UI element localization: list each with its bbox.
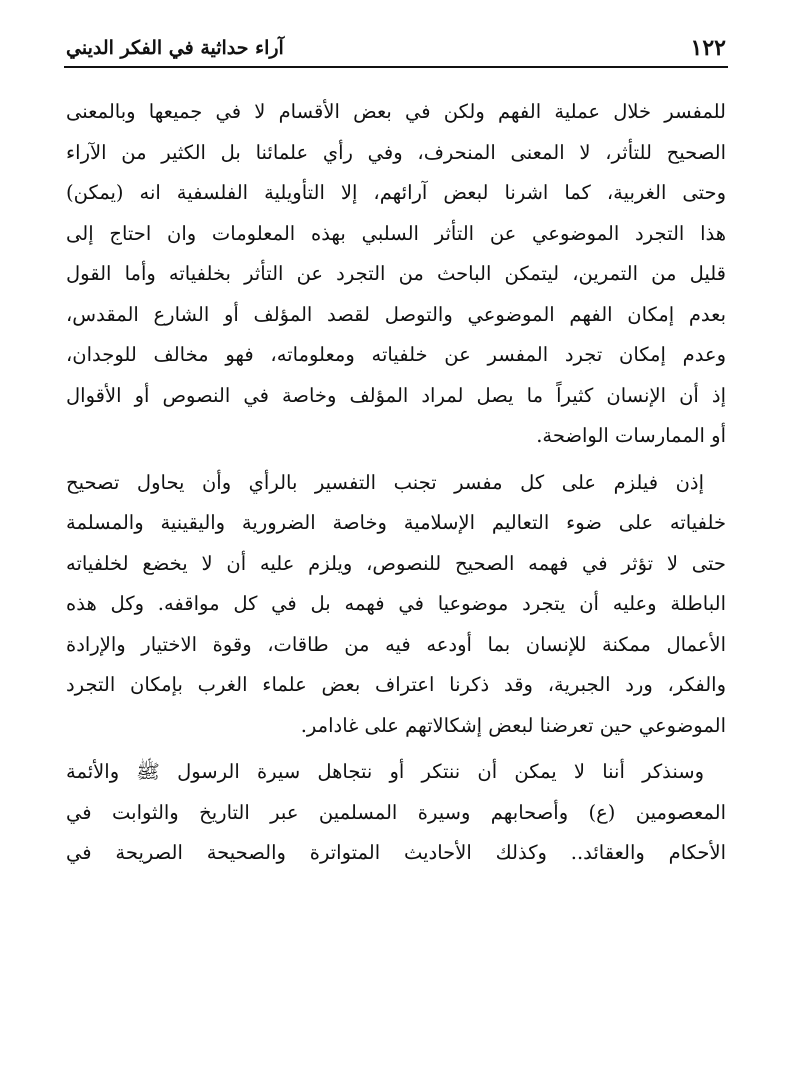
text-line: هذا التجرد الموضوعي عن التأثر السلبي بهذه المعلومات وان احتاج إلى <box>66 221 726 245</box>
header-book-title: آراء حداثية في الفكر الديني <box>66 37 284 59</box>
text-line: الصحيح للتأثر، لا المعنى المنحرف، وفي رأي علمائنا بل الكثير من الآراء <box>66 140 726 164</box>
text-line: خلفياته على ضوء التعاليم الإسلامية وخاصة الضرورية واليقينية والمسلمة <box>66 511 726 534</box>
text-line: بعدم إمكان الفهم الموضوعي والتوصل لقصد المؤلف أو الشارع المقدس، <box>66 302 726 326</box>
header-rule <box>64 66 728 68</box>
text-line: وعدم إمكان تجرد المفسر عن خلفياته ومعلوماته، فهو مخالف للوجدان، <box>66 343 726 366</box>
page-number: ١٢٢ <box>690 35 726 61</box>
paragraph-1 <box>66 92 726 457</box>
text-line: المعصومين (ع) وأصحابهم وسيرة المسلمين عبر التاريخ والثوابت في <box>66 800 726 824</box>
text-line: والفكر، ورد الجبرية، وقد ذكرنا اعتراف بعض علماء الغرب بإمكان التجرد <box>66 673 726 696</box>
paragraph-3 <box>66 752 726 874</box>
text-line: الأعمال ممكنة للإنسان بما أودعه فيه من طاقات، وقوة الاختيار والإرادة <box>66 632 726 656</box>
text-line: حتى لا تؤثر في فهمه الصحيح للنصوص، ويلزم عليه أن لا يخضع لخلفياته <box>66 551 726 575</box>
text-line: وسنذكر أننا لا يمكن أن ننتكر أو نتجاهل سيرة الرسول ﷺ والأئمة <box>66 760 704 783</box>
text-line: الأحكام والعقائد.. وكذلك الأحاديث المتواترة والصحيحة الصريحة في <box>66 841 726 864</box>
text-line: وحتى الغربية، كما اشرنا لبعض آرائهم، إلا التأويلية الفلسفية انه (يمكن) <box>66 181 726 204</box>
text-line: إذن فيلزم على كل مفسر تجنب التفسير بالرأي وأن يحاول تصحيح <box>66 470 704 494</box>
paragraph-2 <box>66 463 726 747</box>
text-line: قليل من التمرين، ليتمكن الباحث من التجرد عن التأثر بخلفياته وأما القول <box>66 262 726 285</box>
text-line: أو الممارسات الواضحة. <box>536 424 726 447</box>
text-line: الباطلة وعليه أن يتجرد موضوعيا في فهمه بل في كل مواقفه. وكل هذه <box>66 592 726 615</box>
text-line: للمفسر خلال عملية الفهم ولكن في بعض الأقسام لا في جميعها وبالمعنى <box>66 100 726 123</box>
body-text <box>66 92 726 1050</box>
text-line: الموضوعي حين تعرضنا لبعض إشكالاتهم على غادامر. <box>300 713 726 737</box>
running-header <box>66 28 726 62</box>
text-line: إذ أن الإنسان كثيراً ما يصل لمراد المؤلف وخاصة في النصوص أو الأقوال <box>66 383 726 407</box>
